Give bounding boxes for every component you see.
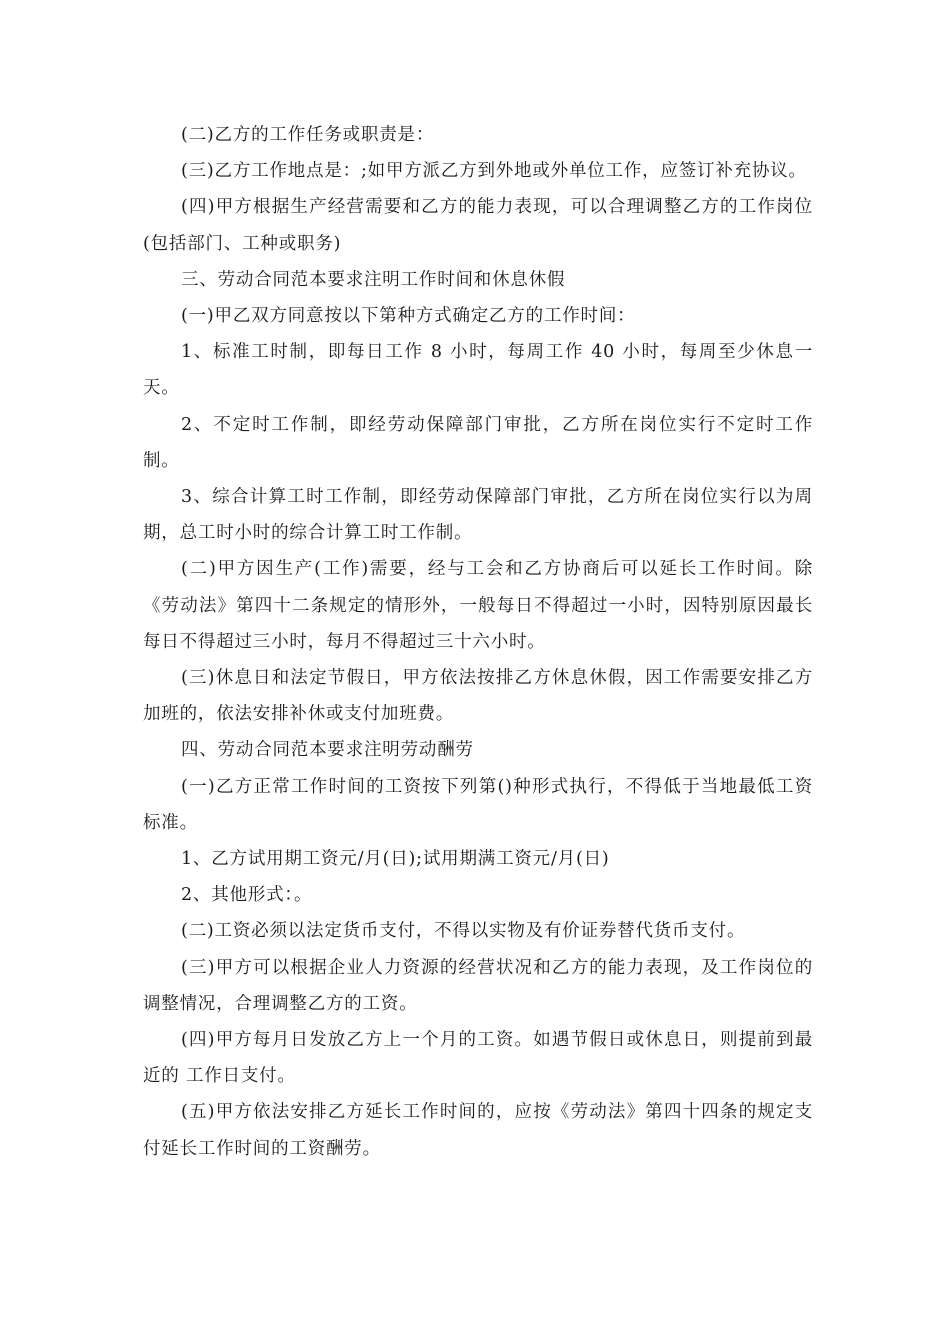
paragraph-adjust-position: (四)甲方根据生产经营需要和乙方的能力表现，可以合理调整乙方的工作岗位(包括部门、工种或职务) (143, 197, 813, 254)
paragraph-standard-hours: 1、标准工时制，即每日工作 8 小时，每周工作 40 小时，每周至少休息一天。 (143, 342, 813, 399)
paragraph-work-time-method: (一)甲乙双方同意按以下第种方式确定乙方的工作时间： (181, 306, 636, 327)
paragraph-overtime: (二)甲方因生产(工作)需要，经与工会和乙方协商后可以延长工作时间。除《劳动法》第四十二条规定的情形外，一般每日不得超过一小时，因特别原因最长每日不得超过三小时，每月不得超过三十六小时。 (143, 559, 813, 652)
paragraph-workplace: (三)乙方工作地点是：;如甲方派乙方到外地或外单位工作，应签订补充协议。 (181, 161, 807, 182)
paragraph-flexible-hours: 2、不定时工作制，即经劳动保障部门审批，乙方所在岗位实行不定时工作制。 (143, 414, 813, 471)
paragraph-probation-wage: 1、乙方试用期工资元/月(日);试用期满工资元/月(日) (181, 849, 610, 870)
paragraph-currency: (二)工资必须以法定货币支付，不得以实物及有价证券替代货币支付。 (181, 921, 746, 942)
document-body (143, 117, 813, 1167)
paragraph-comprehensive-hours: 3、综合计算工时工作制，即经劳动保障部门审批，乙方所在岗位实行以为周期，总工时小时的综合计算工时工作制。 (143, 487, 813, 544)
paragraph-duty: (二)乙方的工作任务或职责是： (181, 125, 435, 145)
paragraph-wage-adjust: (三)甲方可以根据企业人力资源的经营状况和乙方的能力表现，及工作岗位的调整情况，合理调整乙方的工资。 (143, 957, 813, 1014)
section-heading-remuneration: 四、劳动合同范本要求注明劳动酬劳 (181, 740, 474, 761)
section-heading-work-time: 三、劳动合同范本要求注明工作时间和休息休假 (181, 269, 566, 290)
paragraph-other-form: 2、其他形式：。 (181, 885, 313, 906)
paragraph-overtime-pay: (五)甲方依法安排乙方延长工作时间的，应按《劳动法》第四十四条的规定支付延长工作时间的工资酬劳。 (143, 1102, 813, 1159)
paragraph-rest-days: (三)休息日和法定节假日，甲方依法按排乙方休息休假，因工作需要安排乙方加班的，依法安排补休或支付加班费。 (143, 668, 813, 725)
paragraph-pay-day: (四)甲方每月日发放乙方上一个月的工资。如遇节假日或休息日，则提前到最近的 工作日支付。 (143, 1030, 813, 1087)
paragraph-wage-form: (一)乙方正常工作时间的工资按下列第()种形式执行，不得低于当地最低工资标准。 (143, 776, 813, 833)
